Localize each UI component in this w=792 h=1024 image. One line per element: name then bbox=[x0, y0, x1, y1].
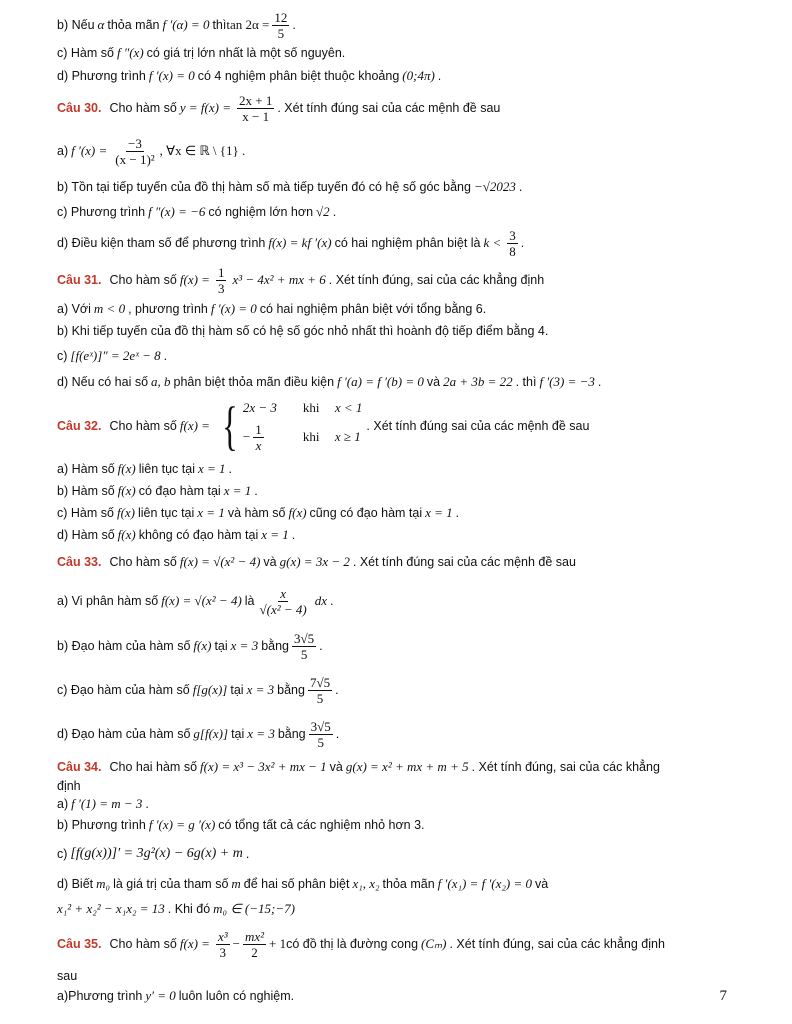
line-a30: a) f ′(x) = $\frac{-3}{\text{(x − 1)²}}$ , ∀x ∈ ℝ \ {1} . bbox=[57, 135, 246, 167]
line-d33: d) Đạo hàm của hàm số g[f(x)] tại x = 3 bằng $\frac{3√5}{5}$ . bbox=[57, 718, 340, 750]
fraction: $\frac{12}{5}$ bbox=[274, 9, 288, 41]
line-c31: c) [f(eˣ)]″ = 2eˣ − 8 . bbox=[57, 348, 168, 363]
line-b33: b) Đạo hàm của hàm số f(x) tại x = 3 bằng $\frac{3√5}{5}$ . bbox=[57, 630, 323, 662]
question-35-cont: sau bbox=[57, 969, 78, 983]
question-33: Câu 33. Cho hàm số f(x) = √(x² − 4) và g(x) = 3x − 2 . Xét tính đúng sai của các mệnh đề sau bbox=[57, 554, 576, 569]
fraction: $\frac{\text{x³}}{3}$ bbox=[217, 928, 228, 960]
fraction: $\frac{3√5}{5}$ bbox=[294, 630, 315, 662]
line-d30: d) Điều kiện tham số để phương trình f(x) = kf ′(x) có hai nghiệm phân biệt là k < $\frac{3}{8}$ . bbox=[57, 227, 525, 259]
page-number: 7 bbox=[719, 988, 727, 1004]
line-c34: c) [f(g(x))]′ = 3g²(x) − 6g(x) + m . bbox=[57, 846, 250, 861]
line-b34: b) Phương trình f ′(x) = g ′(x) có tổng tất cả các nghiệm nhỏ hơn 3. bbox=[57, 817, 425, 832]
question-34-cont: định bbox=[57, 779, 81, 793]
line-c32: c) Hàm số f(x) liên tục tại x = 1 và hàm số f(x) cũng có đạo hàm tại x = 1 . bbox=[57, 505, 460, 520]
line-c33: c) Đạo hàm của hàm số f[g(x)] tại x = 3 bằng $\frac{7√5}{5}$ . bbox=[57, 674, 339, 706]
fraction: $\frac{7√5}{5}$ bbox=[309, 674, 331, 706]
fraction: $\frac{3}{8}$ bbox=[509, 227, 516, 259]
question-34: Câu 34. Cho hai hàm số f(x) = x³ − 3x² + mx − 1 và g(x) = x² + mx + m + 5 . Xét tính đúng, sai của các khẳng bbox=[57, 759, 660, 774]
line-a31: a) Với m < 0 , phương trình f ′(x) = 0 có hai nghiệm phân biệt với tổng bằng 6. bbox=[57, 301, 487, 316]
fraction: $\frac{2x + 1}{x - 1}$ bbox=[238, 92, 273, 124]
document-page bbox=[57, 8, 747, 1006]
line-a34: a) f ′(1) = m − 3 . bbox=[57, 796, 149, 811]
line-a33: a) Vi phân hàm số f(x) = √(x² − 4) là $\frac{x}{\text{√(x² − 4)}}$ dx . bbox=[57, 585, 334, 617]
line-b32: b) Hàm số f(x) có đạo hàm tại x = 1 . bbox=[57, 483, 258, 498]
piecewise-cases: 2x − 3 khi x < 1 − $\frac{1}{x}$ khi x ≥ 1 bbox=[242, 400, 363, 453]
question-31: Câu 31. Cho hàm số f(x) = $\frac{1}{3}$ x³ − 4x² + mx + 6 . Xét tính đúng, sai của các khẳng định bbox=[57, 264, 545, 296]
line-d29: d) Phương trình f ′(x) = 0 có 4 nghiệm phân biệt thuộc khoảng (0;4π) . bbox=[57, 68, 442, 83]
line-a35: a)Phương trình y′ = 0 luôn luôn có nghiệm. bbox=[57, 988, 295, 1003]
question-35: Câu 35. Cho hàm số f(x) = $\frac{\text{x³}}{3}$ − $\frac{\text{mx²}}{2}$ + 1 có đồ thị là đường cong (Cₘ) . Xét tính đúng, sai của các khẳng định bbox=[57, 928, 665, 960]
fraction: $\frac{\text{mx²}}{2}$ bbox=[244, 928, 265, 960]
line-b31: b) Khi tiếp tuyến của đồ thị hàm số có hệ số góc nhỏ nhất thì hoành độ tiếp điểm bằng 4. bbox=[57, 324, 549, 338]
question-30: Câu 30. Cho hàm số y = f(x) = $\frac{2x + 1}{x - 1}$ . Xét tính đúng sai của các mệnh đề sau bbox=[57, 92, 501, 124]
fraction: $\frac{1}{3}$ bbox=[217, 264, 225, 296]
fraction: $\frac{3√5}{5}$ bbox=[310, 718, 331, 750]
line-d31: d) Nếu có hai số a, b phân biệt thỏa mãn điều kiện f ′(a) = f ′(b) = 0 và 2a + 3b = 22 . thì f ′(3) = −3 . bbox=[57, 374, 602, 389]
line-d34-cont: x₁² + x₂² − x₁x₂ = 13 . Khi đó m₀ ∈ (−15;−7) bbox=[57, 901, 295, 916]
line-d32: d) Hàm số f(x) không có đạo hàm tại x = 1 . bbox=[57, 527, 296, 542]
fraction: $\frac{x}{\text{√(x² − 4)}}$ bbox=[259, 585, 307, 617]
line-a32: a) Hàm số f(x) liên tục tại x = 1 . bbox=[57, 461, 233, 476]
line-c30: c) Phương trình f ″(x) = −6 có nghiệm lớn hơn √2 . bbox=[57, 204, 337, 219]
line-d34: d) Biết m₀ là giá trị của tham số m để hai số phân biệt x₁, x₂ thỏa mãn f ′(x₁) = f ′(x₂) = 0 và bbox=[57, 876, 549, 891]
line-b29: b) Nếu α thỏa mãn f ′(α) = 0 thì tan 2α = $\frac{12}{5}$ . bbox=[57, 9, 296, 41]
fraction: $\frac{-3}{\text{(x − 1)²}}$ bbox=[115, 135, 155, 167]
line-c29: c) Hàm số f ″(x) có giá trị lớn nhất là một số nguyên. bbox=[57, 45, 346, 60]
piecewise-brace: { bbox=[222, 396, 238, 456]
line-b30: b) Tồn tại tiếp tuyến của đồ thị hàm số mà tiếp tuyến đó có hệ số góc bằng −√2023 . bbox=[57, 179, 523, 194]
question-32: Câu 32. Cho hàm số f(x) = { 2x − 3 khi x < 1 − $\frac{1}{x}$ khi x ≥ 1 . Xét tính đúng sai của các mệnh đề sau bbox=[57, 396, 590, 456]
